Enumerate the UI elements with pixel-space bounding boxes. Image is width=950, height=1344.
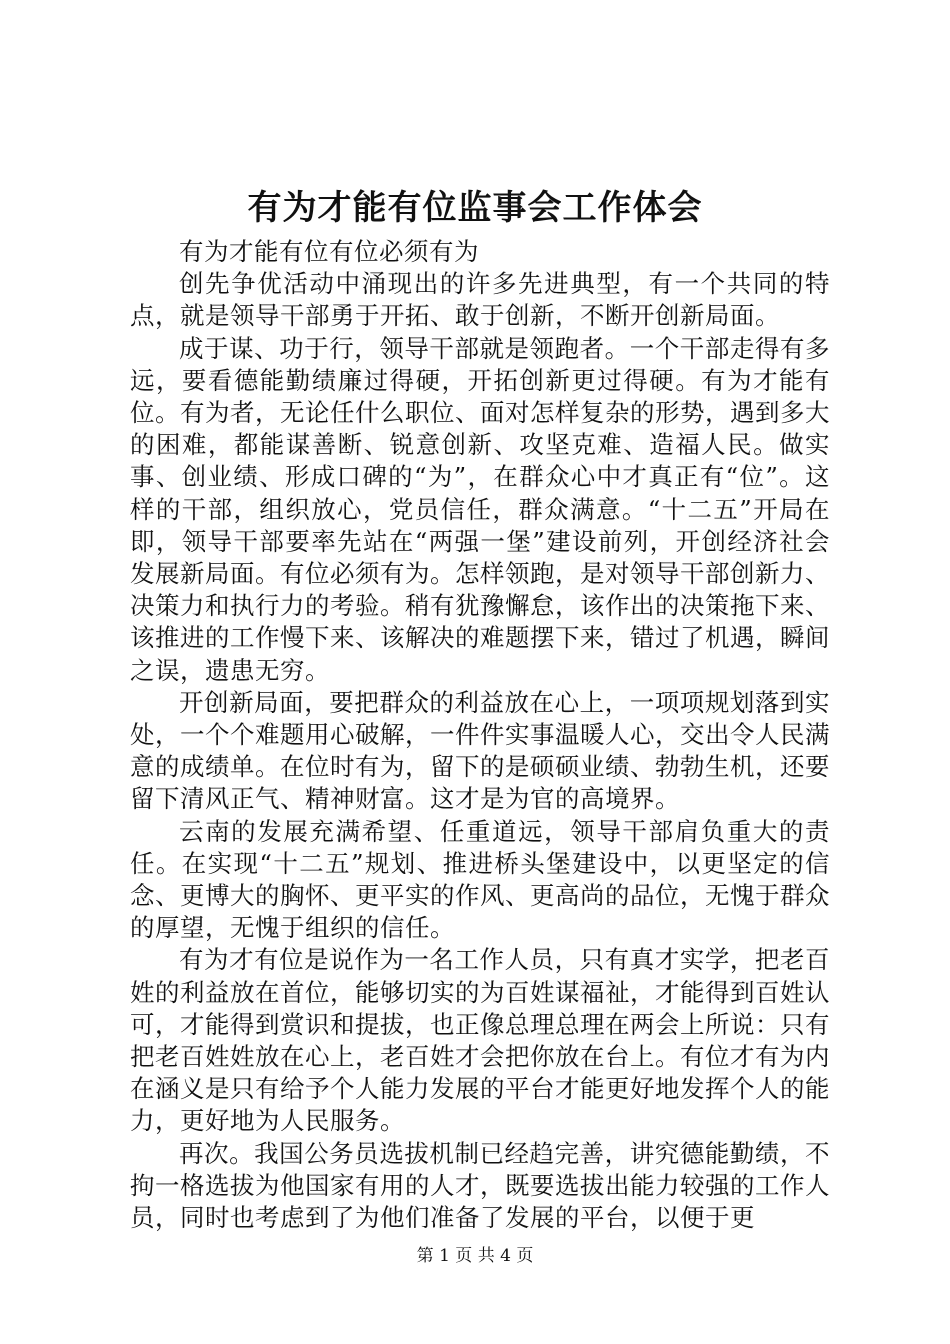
paragraph: 云南的发展充满希望、任重道远，领导干部肩负重大的责任。在实现“十二五”规划、推进桥头堡建设中，以更坚定的信念、更博大的胸怀、更平实的作风、更高尚的品位，无愧于群众的厚望，无愧于组织的信任。 [130,816,830,943]
document-body [130,236,830,1234]
paragraph: 创先争优活动中涌现出的许多先进典型，有一个共同的特点，就是领导干部勇于开拓、敢于创新，不断开创新局面。 [130,269,830,331]
paragraph: 成于谋、功于行，领导干部就是领跑者。一个干部走得有多远，要看德能勤绩廉过得硬，开拓创新更过得硬。有为才能有位。有为者，无论任什么职位、面对怎样复杂的形势，遇到多大的困难，都能谋善断、锐意创新、攻坚克难、造福人民。做实事、创业绩、形成口碑的“为”，在群众心中才真正有“位”。这样的干部，组织放心，党员信任，群众满意。“十二五”开局在即，领导干部要率先站在“两强一堡”建设前列，开创经济社会发展新局面。有位必须有为。怎样领跑，是对领导干部创新力、决策力和执行力的考验。稍有犹豫懈怠，该作出的决策拖下来、该推进的工作慢下来、该解决的难题摆下来，错过了机遇，瞬间之误，遗患无穷。 [130,333,830,685]
document-title: 有为才能有位监事会工作体会 [247,188,703,228]
paragraph: 再次。我国公务员选拔机制已经趋完善，讲究德能勤绩，不拘一格选拔为他国家有用的人才，既要选拔出能力较强的工作人员，同时也考虑到了为他们准备了发展的平台，以便于更 [130,1138,830,1233]
paragraph-subtitle: 有为才能有位有位必须有为 [179,237,479,266]
page-footer: 第 1 页 共 4 页 [416,1246,534,1266]
paragraph: 开创新局面，要把群众的利益放在心上，一项项规划落到实处，一个个难题用心破解，一件件实事温暖人心，交出令人民满意的成绩单。在位时有为，留下的是硕硕业绩、勃勃生机，还要留下清风正气、精神财富。这才是为官的高境界。 [130,687,830,814]
paragraph: 有为才有位是说作为一名工作人员，只有真才实学，把老百姓的利益放在首位，能够切实的为百姓谋福祉，才能得到百姓认可，才能得到赏识和提拔，也正像总理总理在两会上所说：只有把老百姓姓放在心上，老百姓才会把你放在台上。有位才有为内在涵义是只有给予个人能力发展的平台才能更好地发挥个人的能力，更好地为人民服务。 [130,945,830,1136]
